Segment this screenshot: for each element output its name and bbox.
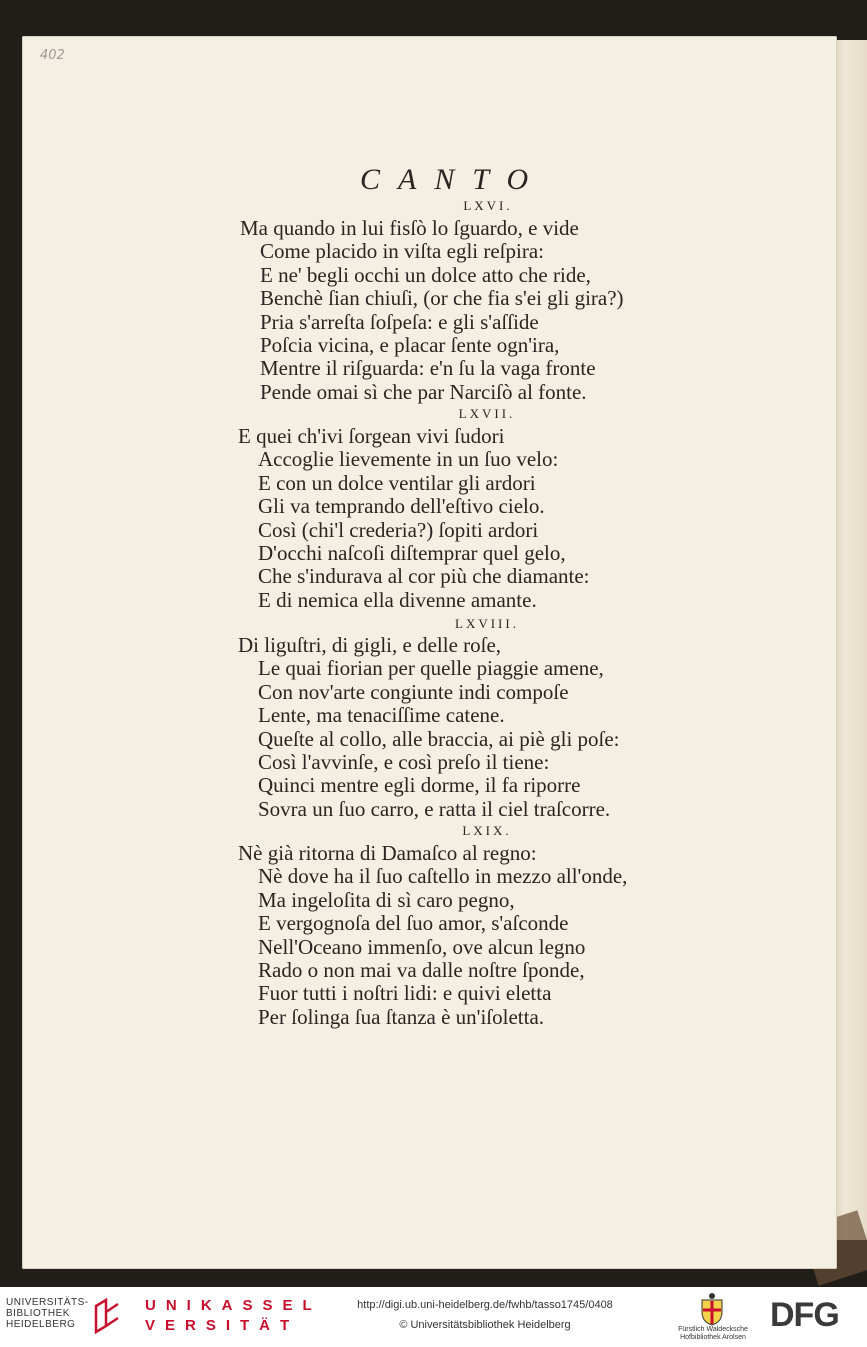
arolsen-line: Hofbibliothek Arolsen (680, 1334, 746, 1341)
dfg-logo[interactable]: DFG (770, 1296, 839, 1334)
kassel-line-bottom: VERSITÄT (145, 1317, 300, 1334)
verse-line: Pria s'arreſta ſoſpeſa: e gli s'aſſide (260, 309, 539, 334)
verse-line: Nell'Oceano immenſo, ove alcun legno (258, 934, 586, 959)
verse-line: Ma ingeloſita di sì caro pegno, (258, 887, 515, 912)
verse-line: Pende omai sì che par Narciſò al fonte. (260, 379, 587, 404)
verse-line: Le quai fiorian per quelle piaggie amene, (258, 656, 604, 681)
stanza-text (238, 634, 620, 821)
logo-line: UNIVERSITÄTS- (6, 1297, 89, 1308)
verse-line: Così (chi'l crederia?) ſopiti ardori (258, 517, 539, 542)
kassel-university-logo[interactable] (145, 1296, 322, 1336)
stanza-number: LXVIII. (455, 616, 519, 631)
verse-line: Fuor tutti i noſtri lidi: e quivi eletta (258, 981, 552, 1006)
verse-line: Queſte al collo, alle braccia, ai piè gli poſe: (258, 726, 620, 751)
verse-line: Quinci mentre egli dorme, il fa riporre (258, 773, 581, 798)
verse-line: E di nemica ella divenne amante. (258, 587, 537, 612)
canto-heading: CANTO (360, 163, 547, 196)
verse-line: Rado o non mai va dalle noſtre ſponde, (258, 958, 585, 983)
verse-line: Gli va temprando dell'eſtivo cielo. (258, 494, 545, 519)
arolsen-library-logo[interactable] (668, 1326, 758, 1342)
verse-line: Ma quando in lui fisſò lo ſguardo, e vide (240, 216, 579, 240)
verse-line: E ne' begli occhi un dolce atto che ride, (260, 262, 591, 287)
verse-line: E quei ch'ivi ſorgean vivi ſudori (238, 424, 505, 448)
verse-line: Di liguſtri, di gigli, e delle roſe, (238, 633, 502, 657)
kassel-line-top: UNIKASSEL (145, 1297, 322, 1314)
logo-line: BIBLIOTHEK (6, 1308, 70, 1319)
permalink[interactable]: http://digi.ub.uni-heidelberg.de/fwhb/tasso1745/0408 (357, 1299, 613, 1311)
heidelberg-logo-icon (92, 1296, 122, 1336)
stanza-text (240, 217, 624, 404)
verse-line: Nè già ritorna di Damaſco al regno: (238, 841, 537, 865)
verse-line: Che s'indurava al cor più che diamante: (258, 564, 590, 589)
verse-line: Benchè ſian chiuſi, (or che fia s'ei gli gira?) (260, 286, 624, 311)
copyright-notice: © Universitätsbibliothek Heidelberg (399, 1319, 571, 1331)
verse-line: Per ſolinga ſua ſtanza è un'iſoletta. (258, 1004, 545, 1029)
verse-line: Sovra un ſuo carro, e ratta il ciel traſcorre. (258, 796, 611, 821)
arolsen-crest-icon (698, 1292, 726, 1326)
stanza-text (238, 425, 590, 612)
pencil-page-number: 402 (40, 48, 65, 63)
verse-line: Poſcia vicina, e placar ſente ogn'ira, (260, 333, 560, 358)
arolsen-line: Fürstlich Waldecksche (678, 1326, 748, 1333)
verse-line: E con un dolce ventilar gli ardori (258, 470, 536, 495)
verse-line: E vergognoſa del ſuo amor, s'aſconde (258, 911, 569, 936)
verse-line: Nè dove ha il ſuo caſtello in mezzo all'onde, (258, 864, 628, 889)
stanza-text (238, 842, 627, 1029)
verse-line: Lente, ma tenaciſſime catene. (258, 703, 505, 728)
stanza-number: LXIX. (462, 823, 512, 838)
verse-line: Come placido in viſta egli reſpira: (260, 239, 545, 264)
verse-line: Con nov'arte congiunte indi compoſe (258, 679, 569, 704)
verse-line: Mentre il riſguarda: e'n ſu la vaga fronte (260, 356, 596, 381)
heidelberg-library-logo[interactable] (6, 1297, 89, 1330)
stanza-number: LXVII. (458, 406, 516, 421)
logo-line: HEIDELBERG (6, 1319, 76, 1330)
verse-line: D'occhi naſcoſi diſtemprar quel gelo, (258, 541, 566, 566)
verse-line: Così l'avvinſe, e così preſo il tiene: (258, 750, 550, 775)
stanza-number: LXVI. (463, 198, 513, 213)
verse-line: Accoglie lievemente in un ſuo velo: (258, 447, 559, 472)
